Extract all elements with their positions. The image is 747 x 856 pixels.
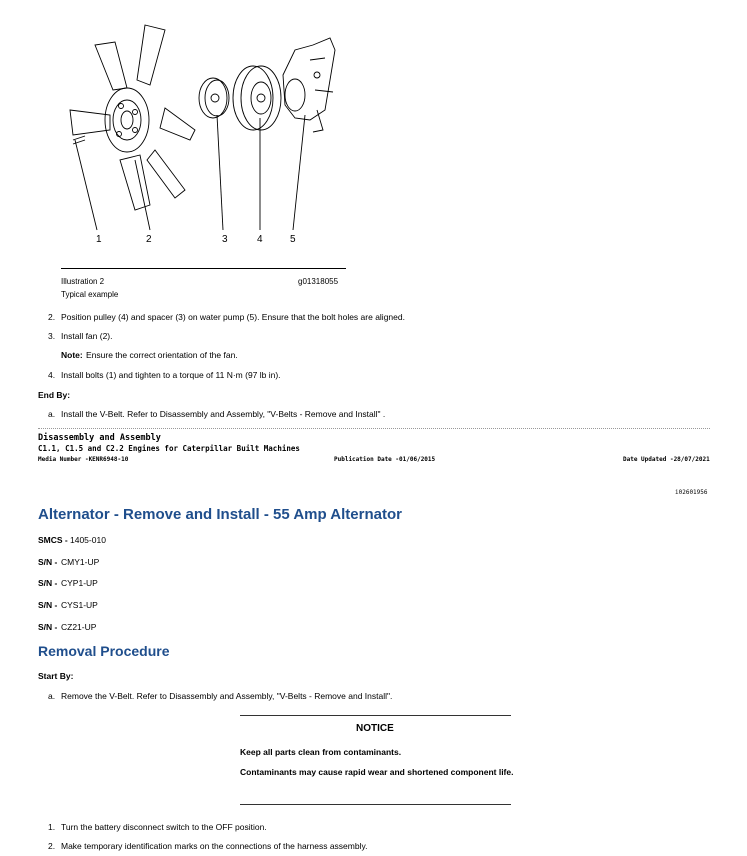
step-number: 2. [48, 841, 56, 851]
serial-label: S/N - [38, 622, 58, 632]
end-by-label: End By: [38, 390, 71, 400]
notice-line-2: Contaminants may cause rapid wear and shortened component life. [240, 767, 514, 777]
callout-4: 4 [257, 234, 263, 245]
caption-rule [61, 268, 346, 269]
document-id: i02601956 [675, 489, 708, 496]
start-by-label: Start By: [38, 671, 74, 681]
doc-title: Disassembly and Assembly [38, 433, 161, 443]
step-text: Install bolts (1) and tighten to a torque of 11 N·m (97 lb in). [61, 370, 281, 380]
smcs-label: SMCS - [38, 535, 68, 545]
illustration-caption: Typical example [61, 290, 119, 299]
step-text: Make temporary identification marks on the connections of the harness assembly. [61, 841, 368, 851]
step-number: 2. [48, 312, 56, 322]
note-text: Ensure the correct orientation of the fan. [86, 350, 238, 360]
removal-title: Removal Procedure [38, 643, 170, 659]
serial-value: CYP1-UP [61, 578, 98, 588]
step-text: Position pulley (4) and spacer (3) on water pump (5). Ensure that the bolt holes are aligned. [61, 312, 405, 322]
notice-title: NOTICE [356, 723, 394, 734]
doc-subtitle: C1.1, C1.5 and C2.2 Engines for Caterpillar Built Machines [38, 444, 300, 453]
notice-bottom-rule [240, 804, 511, 805]
illustration-label: Illustration 2 [61, 277, 105, 286]
media-number: Media Number -KENR6948-10 [38, 456, 129, 463]
end-by-letter: a. [48, 409, 56, 419]
step-text: Turn the battery disconnect switch to the OFF position. [61, 822, 267, 832]
fan-pulley-illustration [55, 20, 355, 250]
callout-3: 3 [222, 234, 228, 245]
callout-2: 2 [146, 234, 152, 245]
smcs-value: 1405-010 [70, 535, 106, 545]
callout-1: 1 [96, 234, 102, 245]
notice-line-1: Keep all parts clean from contaminants. [240, 747, 402, 757]
serial-label: S/N - [38, 557, 58, 567]
publication-date: Publication Date -01/06/2015 [334, 456, 436, 463]
illustration-code: g01318055 [298, 277, 339, 286]
serial-label: S/N - [38, 600, 58, 610]
end-by-text: Install the V-Belt. Refer to Disassembly and Assembly, "V-Belts - Remove and Install" . [61, 409, 386, 419]
step-number: 3. [48, 331, 56, 341]
step-text: Install fan (2). [61, 331, 113, 341]
step-number: 4. [48, 370, 56, 380]
date-updated: Date Updated -28/07/2021 [623, 456, 710, 463]
start-by-letter: a. [48, 691, 56, 701]
note-label: Note: [61, 350, 83, 360]
section-divider [38, 428, 710, 429]
step-number: 1. [48, 822, 56, 832]
callout-5: 5 [290, 234, 296, 245]
section-title: Alternator - Remove and Install - 55 Amp Alternator [38, 506, 402, 523]
notice-top-rule [240, 715, 511, 716]
serial-label: S/N - [38, 578, 58, 588]
serial-value: CYS1-UP [61, 600, 98, 610]
serial-value: CMY1-UP [61, 557, 100, 567]
start-by-text: Remove the V-Belt. Refer to Disassembly and Assembly, "V-Belts - Remove and Install". [61, 691, 393, 701]
serial-value: CZ21-UP [61, 622, 97, 632]
